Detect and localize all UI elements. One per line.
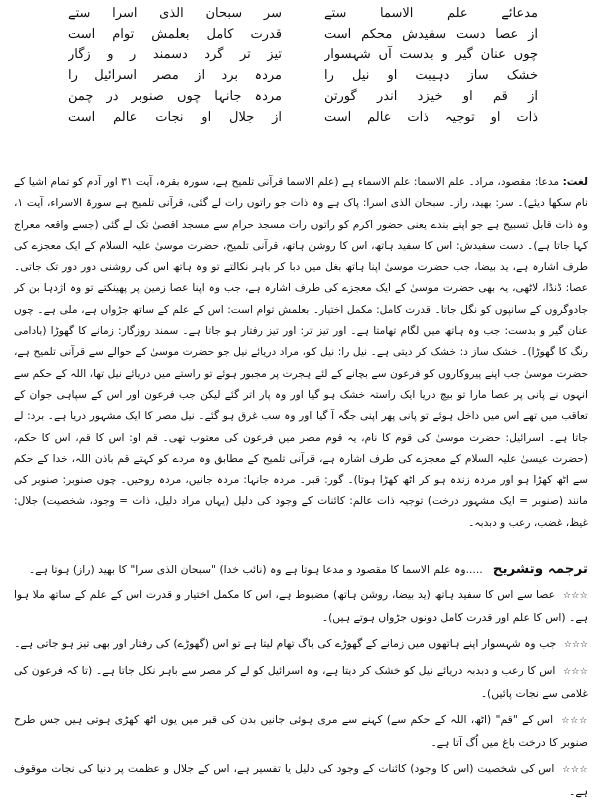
star-bullet: ☆☆☆: [562, 765, 588, 775]
verse-line: خشک ساز دہیبت او نیل را: [324, 68, 538, 84]
translation-heading-row: [14, 558, 588, 580]
verse-line: از جلال او نجات عالم است: [68, 109, 282, 125]
verse-line: چوں عنان گیر و بدست آں شہسوار: [324, 47, 538, 63]
verse-line: قدرت کامل بعلمش توام است: [68, 26, 282, 42]
verse-line: مردہ برد از مصر اسرائیل را: [68, 68, 282, 84]
star-bullet: ☆☆☆: [561, 716, 588, 726]
translation-paragraph: ☆☆☆ اس کا رعب و دبدبہ دریائے نیل کو خشک کر دیتا ہے، وہ اسرائیل کو لے کر مصر سے باہر نکل جاتا ہے۔ (تا کہ فرعون کی غلامی سے نجات پائیں)۔: [14, 664, 588, 700]
persian-verses: [68, 4, 538, 172]
verse-line: ذات او توجیہ ذات عالم است: [324, 109, 538, 125]
translation-paragraph: ☆☆☆ عصا سے اس کا سفید ہاتھ (ید بیضا، روشن ہاتھ) مضبوط ہے، اس کا مکمل اختیار و قدرت اس کے علم کے ساتھ ملا ہوا ہے۔ (اس کا علم اور قدرت کامل دونوں جڑواں ہوتے ہیں)۔: [14, 588, 588, 624]
translation-heading: ترجمہ وتشریح: [492, 561, 588, 577]
star-bullet: ☆☆☆: [563, 640, 588, 650]
verse-line: مدعائے علم الاسما ستے: [324, 6, 538, 21]
glossary-text: مدعا: مقصود، مراد۔ علم الاسما: علم الاسماء ہے (علم الاسما قرآنی تلمیح ہے، سورہ بقرہ، آیت ۳۱ اور آدم کو تمام اشیا کے نام سکھا دیئے)۔ سر: بھید، راز۔ سبحان الذی اسرا: پاک ہے وہ ذات جو راتوں رات لے گئی، قرآنی تلمیح ہے سورۃ الاسراء، آیت ۱، وہ ذات قابل تسبیح ہے جو اپنے بندے یعنی حضور اکرم کو راتوں رات مسجد حرام سے مسجد اقصیٰ تک لے گئی (جسے واقعہ معراج کہا جاتا ہے)۔ دست سفیدش: اس کا سفید ہاتھ، اس کا روشن ہاتھ، قرآنی تلمیح، حضرت موسیٰ علیہ السلام کے ایک معجزے کی طرف اشارہ ہے، ید بیضا، جب حضرت موسیٰ اپنا ہاتھ بغل میں دبا کر باہر نکالتے تو وہ ہاتھ اس کی روشنی دور دور تک جاتی۔ عصا: ڈنڈا، لاٹھی، یہ بھی حضرت موسیٰ کے ایک معجزے کی طرف اشارہ ہے، جب وہ اپنا عصا زمین پر پھینکتے تو وہ اژدہا بن کر جادوگروں کے سانپوں کو نگل جاتا۔ قدرت کامل: مکمل اختیار۔ بعلمش توام است: اس کے علم کے ساتھ جڑواں ہے، ملی ہے۔ چوں عنان گیر و بدست: جب وہ ہاتھ میں لگام تھامتا ہے۔ اور تیز تر: اور تیز رفتار ہو جاتا ہے۔ سمند روزگار: زمانے کا گھوڑا (بادامی رنگ کا گھوڑا)۔ خشک ساز د: خشک کر دیتی ہے۔ نیل را: نیل کو، مراد دریائے نیل جو حضرت موسیٰ کے حوالے سے قرآنی تلمیح ہے، حضرت موسیٰ جب اپنے پیروکاروں کو فرعون سے بچانے کے لئے ہجرت پر مجبور ہوئے تو راستے میں دریائے نیل تھا، اللہ کے حکم سے انہوں نے پانی پر عصا مارا تو بیچ دریا ایک راستہ خشک ہو گیا اور وہ پار اتر گئے لیکن جب فرعون اور اس کے سپاہی جوان کے تعاقب میں تھے اس میں داخل ہوئے تو پانی پھر اپنی جگہ آ گیا اور وہ سب غرق ہو گئے۔ نیل مصر کا ایک مشہور دریا ہے۔ برد: لے جاتا ہے۔ اسرائیل: حضرت موسیٰ کی قوم کا نام، یہ قوم مصر میں فرعون کی معتوب تھی۔ قم او: اس کا قم، اس کا حکم، (حضرت عیسیٰ علیہ السلام کے معجزے کی طرف اشارہ ہے، قرآنی تلمیح کے مطابق وہ مردے کو کہتے قم باذن اللہ، خدا کے حکم سے اٹھ کھڑا ہو اور مردہ زندہ ہو کر اٹھ کھڑا ہوتا)۔ گور: قبر۔ مردہ جانہا: مردہ جانیں، مردہ روحیں۔ چوں صنوبر: صنوبر کی مانند (صنوبر = ایک مشہور درخت) توجیہ ذات عالم: کائنات کے وجود کی دلیل (یہاں مراد دلیل، ذات = وجود، شخصیت) جلال: غیظ، غضب، رعب و دبدبہ۔: [14, 176, 588, 529]
verse-line: تیز تر گرد دسمند ر و زگار: [68, 47, 282, 63]
verse-right-column: [324, 4, 538, 172]
verse-line: از عصا دست سفیدش محکم است: [324, 26, 538, 42]
verse-line: سر سبحان الذی اسرا ستے: [68, 6, 282, 21]
glossary-label: لغت:: [562, 176, 588, 188]
star-bullet: ☆☆☆: [562, 591, 588, 601]
verse-line: مردہ جانہا چوں صنوبر در چمن: [68, 88, 282, 104]
verse-line: از قم او خیزد اندر گورتن: [324, 88, 538, 104]
glossary: [14, 172, 588, 556]
translation-intro: .....وہ علم الاسما کا مقصود و مدعا ہوتا ہے وہ (نائب خدا) "سبحان الذی سرا" کا بھید (راز) ہوتا ہے۔: [28, 562, 483, 576]
translation-paragraph: ☆☆☆ اس کے "قم" (اٹھ، اللہ کے حکم سے) کہنے سے مری ہوئی جانیں بدن کی قبر میں یوں اٹھ کھڑی ہوتی ہیں جس طرح صنوبر کا درخت باغ میں اُگ آتا ہے۔: [14, 713, 588, 749]
verse-left-column: [68, 4, 282, 172]
translation-body: [14, 584, 588, 799]
translation-paragraph: ☆☆☆ جب وہ شہسوار اپنے ہاتھوں میں زمانے کے گھوڑے کی باگ تھام لیتا ہے تو اس (گھوڑے) کی رفتار اور بھی تیز ہو جاتی ہے۔: [14, 637, 588, 650]
translation-paragraph: ☆☆☆ اس کی شخصیت (اس کا وجود) کائنات کے وجود کی دلیل یا تفسیر ہے، اس کے جلال و عظمت پر دنیا کی نجات موقوف ہے۔: [14, 762, 588, 798]
star-bullet: ☆☆☆: [563, 667, 588, 677]
